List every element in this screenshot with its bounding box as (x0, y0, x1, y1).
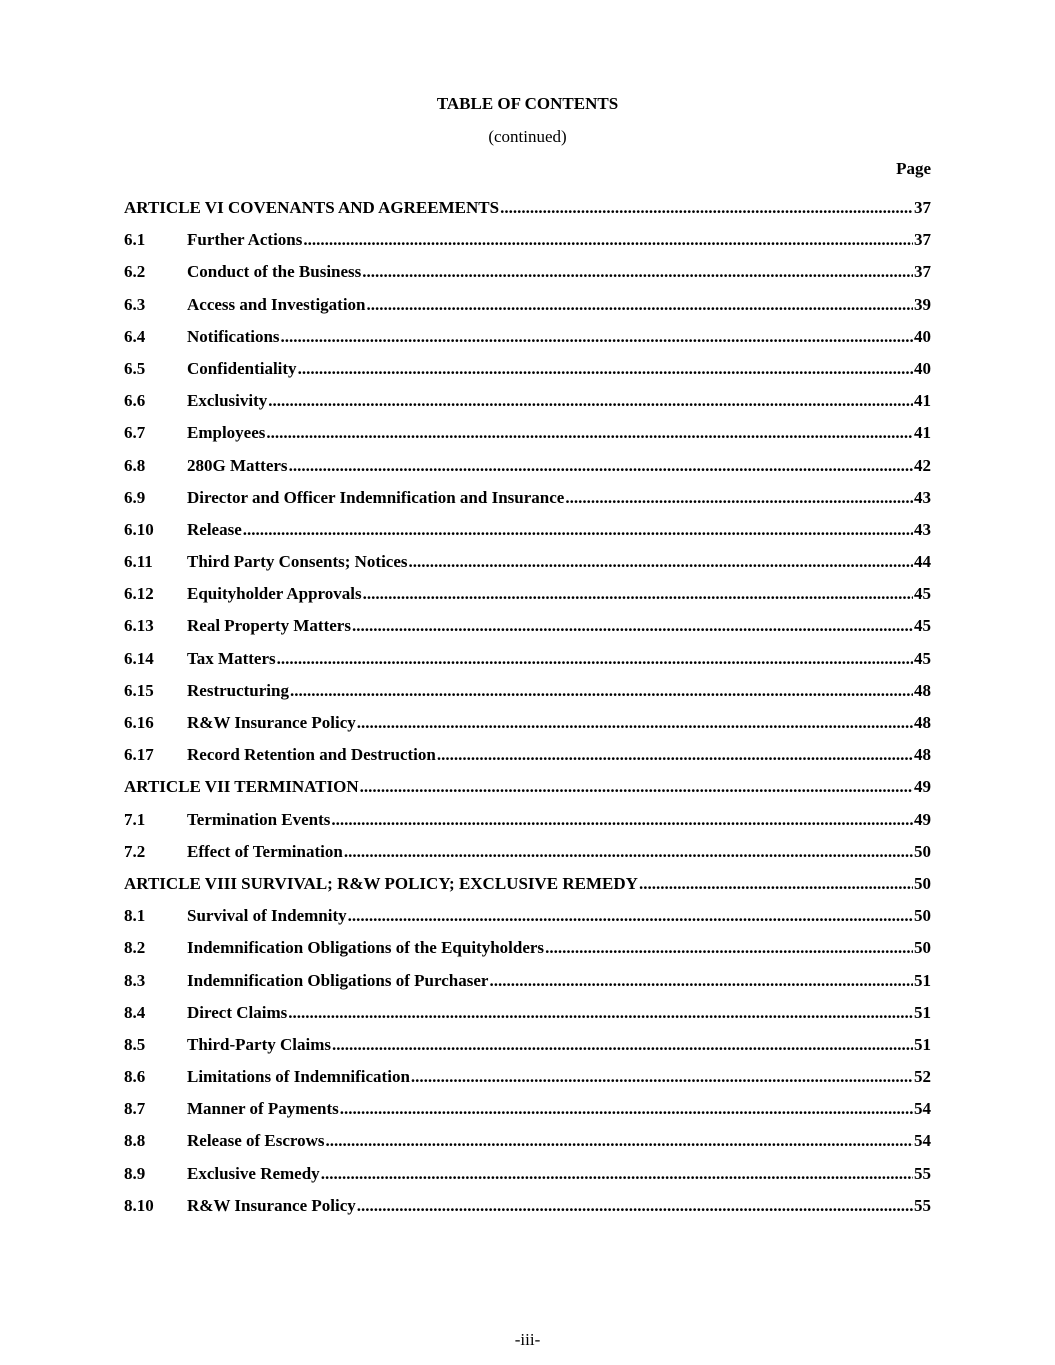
toc-section-row[interactable] (124, 842, 931, 874)
toc-section-number: 6.16 (124, 713, 154, 732)
toc-entry-title: Employees (187, 423, 266, 443)
toc-page-number: 45 (914, 584, 931, 604)
toc-page-number: 40 (914, 326, 931, 346)
toc-dot-leader (411, 1067, 913, 1087)
toc-section-row[interactable] (124, 520, 931, 552)
toc-entry-title: 280G Matters (187, 455, 288, 475)
toc-section-number: 8.2 (124, 938, 146, 958)
toc-section-number: 8.3 (124, 970, 146, 990)
toc-dot-leader (348, 906, 913, 926)
toc-entry-title: Restructuring (187, 680, 289, 700)
toc-section-row[interactable] (124, 327, 931, 359)
toc-dot-leader (367, 295, 913, 315)
toc-entry-title: R&W Insurance Policy (187, 713, 356, 732)
toc-entry-title: Tax Matters (187, 648, 276, 668)
toc-section-row[interactable] (124, 906, 931, 938)
toc-section-number: 6.13 (124, 616, 154, 636)
toc-section-row[interactable] (124, 359, 931, 391)
toc-entry-title: Survival of Indemnity (187, 906, 347, 926)
toc-entry-title: ARTICLE VI COVENANTS AND AGREEMENTS (124, 198, 500, 217)
toc-section-row[interactable] (124, 1164, 931, 1196)
toc-section-number: 7.1 (124, 809, 146, 829)
toc-section-number: 6.11 (124, 552, 153, 572)
toc-dot-leader (331, 810, 913, 830)
toc-page-number: 41 (914, 423, 931, 443)
toc-entry-title: Real Property Matters (187, 616, 351, 636)
toc-page-number: 37 (914, 198, 931, 217)
toc-page-number: 55 (914, 1195, 931, 1215)
toc-article-row[interactable] (124, 777, 931, 809)
toc-section-number: 6.2 (124, 262, 146, 282)
toc-section-number: 8.9 (124, 1163, 146, 1183)
toc-page-number: 52 (914, 1067, 931, 1087)
toc-dot-leader (281, 327, 913, 347)
toc-section-number: 6.17 (124, 745, 154, 765)
toc-section-row[interactable] (124, 938, 931, 970)
toc-entry-title: Conduct of the Business (187, 262, 362, 282)
toc-dot-leader (357, 713, 913, 733)
toc-entry-title: Access and Investigation (187, 294, 366, 314)
toc-section-number: 8.7 (124, 1099, 146, 1119)
toc-section-number: 8.5 (124, 1034, 146, 1054)
table-of-contents (124, 198, 931, 1228)
toc-page-number: 48 (914, 713, 931, 732)
toc-section-number: 6.4 (124, 326, 146, 346)
toc-entry-title: Equityholder Approvals (187, 584, 362, 604)
toc-entry-title: Director and Officer Indemnification and Insurance (187, 487, 565, 507)
toc-section-number: 8.10 (124, 1195, 154, 1215)
page-title: TABLE OF CONTENTS (436, 94, 619, 113)
toc-dot-leader (303, 230, 913, 250)
toc-section-number: 6.14 (124, 648, 154, 668)
toc-section-row[interactable] (124, 584, 931, 616)
toc-dot-leader (500, 198, 913, 218)
toc-page-number: 37 (914, 230, 931, 250)
toc-page-number: 50 (914, 873, 931, 893)
toc-section-row[interactable] (124, 649, 931, 681)
toc-page-number: 44 (914, 552, 931, 572)
toc-section-row[interactable] (124, 423, 931, 455)
toc-dot-leader (326, 1131, 913, 1151)
toc-dot-leader (290, 681, 913, 701)
toc-section-row[interactable] (124, 230, 931, 262)
toc-section-row[interactable] (124, 681, 931, 713)
toc-section-row[interactable] (124, 745, 931, 777)
toc-page-number: 50 (914, 906, 931, 926)
toc-entry-title: ARTICLE VII TERMINATION (124, 777, 359, 797)
toc-page-number: 45 (914, 616, 931, 636)
toc-dot-leader (352, 616, 913, 636)
toc-section-number: 6.15 (124, 680, 154, 700)
toc-section-row[interactable] (124, 391, 931, 423)
toc-page-number: 42 (914, 455, 931, 475)
toc-page-number: 51 (914, 970, 931, 990)
toc-section-row[interactable] (124, 262, 931, 294)
page-number-footer: -iii- (514, 1330, 541, 1349)
toc-entry-title: Release (187, 519, 242, 539)
toc-dot-leader (266, 423, 913, 443)
toc-section-number: 8.8 (124, 1131, 146, 1151)
toc-section-row[interactable] (124, 971, 931, 1003)
toc-entry-title: Confidentiality (187, 358, 297, 378)
toc-dot-leader (545, 938, 913, 958)
toc-dot-leader (289, 456, 913, 476)
toc-dot-leader (298, 359, 913, 379)
toc-section-number: 7.2 (124, 841, 146, 861)
toc-entry-title: Exclusivity (187, 391, 268, 411)
toc-dot-leader (362, 262, 913, 282)
toc-entry-title: Effect of Termination (187, 841, 343, 861)
toc-page-number: 43 (914, 487, 931, 507)
toc-dot-leader (344, 842, 913, 862)
toc-entry-title: Exclusive Remedy (187, 1163, 320, 1183)
toc-section-number: 6.12 (124, 584, 154, 604)
toc-dot-leader (340, 1099, 913, 1119)
toc-page-number: 49 (914, 809, 931, 829)
toc-entry-title: Release of Escrows (187, 1131, 325, 1151)
toc-dot-leader (321, 1164, 913, 1184)
toc-article-row[interactable] (124, 198, 931, 230)
toc-entry-title: Record Retention and Destruction (187, 745, 436, 765)
toc-dot-leader (277, 649, 913, 669)
toc-section-row[interactable] (124, 1196, 931, 1228)
toc-dot-leader (357, 1196, 913, 1216)
page-subtitle: (continued) (488, 127, 567, 146)
toc-section-row[interactable] (124, 488, 931, 520)
toc-page-number: 54 (914, 1099, 931, 1119)
toc-entry-title: Indemnification Obligations of Purchaser (187, 970, 489, 990)
toc-entry-title: Termination Events (187, 809, 331, 829)
toc-section-number: 6.9 (124, 487, 146, 507)
toc-section-row[interactable] (124, 1067, 931, 1099)
toc-dot-leader (409, 552, 913, 572)
toc-dot-leader (268, 391, 913, 411)
toc-entry-title: Third Party Consents; Notices (187, 552, 408, 572)
toc-page-number: 49 (914, 777, 931, 797)
toc-page-number: 55 (914, 1163, 931, 1183)
toc-page-number: 50 (914, 841, 931, 861)
toc-section-number: 6.10 (124, 519, 154, 539)
toc-section-row[interactable] (124, 1035, 931, 1067)
toc-entry-title: Notifications (187, 326, 280, 346)
toc-dot-leader (363, 584, 913, 604)
toc-page-number: 48 (914, 680, 931, 700)
toc-section-number: 6.3 (124, 294, 146, 314)
toc-page-number: 51 (914, 1034, 931, 1054)
toc-entry-title: Third-Party Claims (187, 1034, 332, 1054)
toc-section-number: 6.5 (124, 358, 146, 378)
toc-dot-leader (332, 1035, 913, 1055)
toc-entry-title: Indemnification Obligations of the Equityholders (187, 938, 545, 958)
toc-page-number: 54 (914, 1131, 931, 1151)
toc-section-row[interactable] (124, 1003, 931, 1035)
toc-dot-leader (288, 1003, 913, 1023)
toc-section-number: 8.1 (124, 906, 146, 926)
toc-section-row[interactable] (124, 810, 931, 842)
toc-entry-title: Limitations of Indemnification (187, 1067, 410, 1087)
toc-section-number: 6.1 (124, 230, 146, 250)
toc-section-row[interactable] (124, 456, 931, 488)
toc-dot-leader (639, 874, 913, 894)
toc-section-number: 6.8 (124, 455, 146, 475)
toc-entry-title: R&W Insurance Policy (187, 1195, 356, 1215)
toc-section-row[interactable] (124, 295, 931, 327)
toc-dot-leader (360, 777, 913, 797)
toc-entry-title: Manner of Payments (187, 1099, 339, 1119)
toc-section-row[interactable] (124, 1131, 931, 1163)
toc-article-row[interactable] (124, 874, 931, 906)
toc-section-number: 8.6 (124, 1067, 146, 1087)
toc-page-number: 48 (914, 745, 931, 765)
toc-dot-leader (437, 745, 913, 765)
toc-page-number: 41 (914, 391, 931, 411)
toc-section-row[interactable] (124, 1099, 931, 1131)
toc-section-number: 6.6 (124, 391, 146, 411)
toc-page-number: 51 (914, 1002, 931, 1022)
toc-section-row[interactable] (124, 616, 931, 648)
toc-page-number: 37 (914, 262, 931, 282)
toc-section-number: 8.4 (124, 1002, 146, 1022)
toc-page-number: 39 (914, 294, 931, 314)
toc-page-number: 43 (914, 519, 931, 539)
toc-entry-title: Further Actions (187, 230, 303, 250)
toc-entry-title: Direct Claims (187, 1002, 288, 1022)
toc-page-number: 40 (914, 358, 931, 378)
toc-section-row[interactable] (124, 552, 931, 584)
toc-section-row[interactable] (124, 713, 931, 745)
toc-entry-title: ARTICLE VIII SURVIVAL; R&W POLICY; EXCLUSIVE REMEDY (124, 873, 638, 893)
toc-page-number: 50 (914, 938, 931, 958)
toc-section-number: 6.7 (124, 423, 146, 443)
toc-dot-leader (565, 488, 913, 508)
page-column-label: Page (896, 159, 931, 178)
toc-dot-leader (489, 971, 913, 991)
toc-page-number: 45 (914, 648, 931, 668)
toc-dot-leader (243, 520, 913, 540)
